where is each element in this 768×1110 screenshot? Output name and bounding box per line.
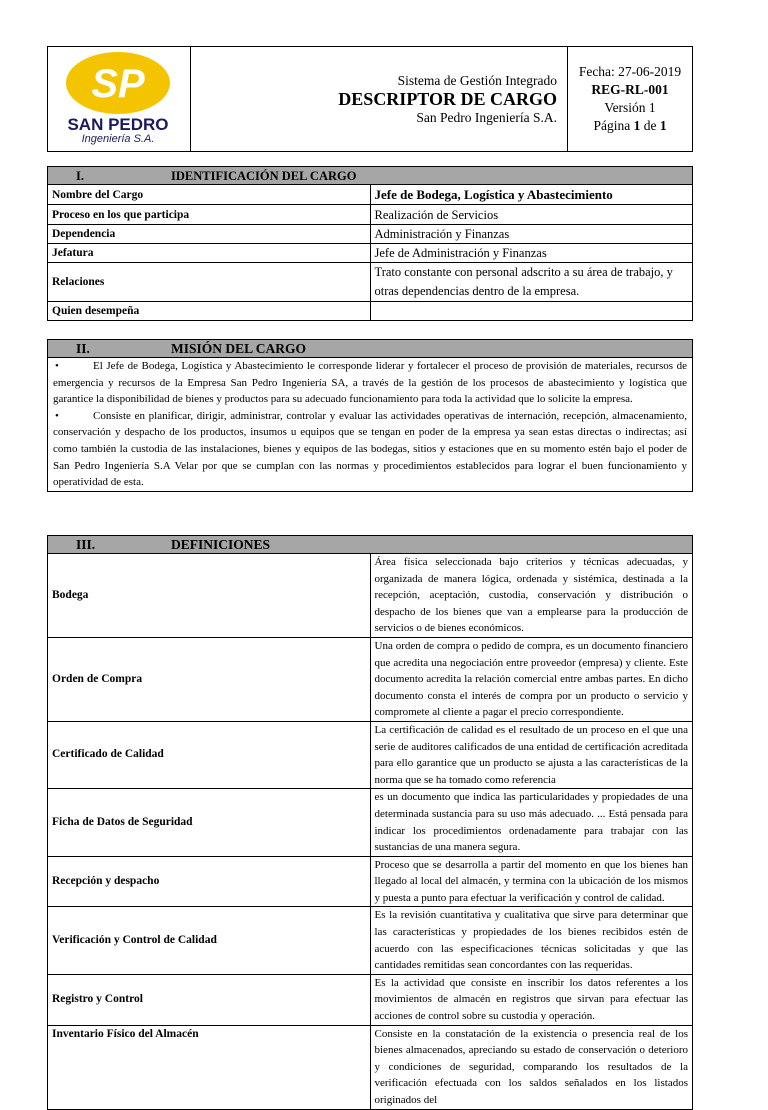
section-header: I. IDENTIFICACIÓN DEL CARGO [48,167,693,185]
table-row: Registro y Control Es la actividad que consiste en inscribir los datos referentes a los movimientos de almacén en registros que sirvan para efectuar las acciones de control sobre su custodia y operación. [48,974,693,1025]
company-logo [48,47,191,152]
table-row: Orden de Compra Una orden de compra o pedido de compra, es un documento financiero que acredita una negociación entre proveedor (empresa) y cliente. Este documento acredita la relación comercial entre ambas partes. En dicho documento consta el interés de compra por un producto o servicio y compromete al cliente a pagar el precio correspondiente. [48,637,693,721]
document-control-block [568,47,693,152]
document-date: Fecha: 27-06-2019 [578,64,682,79]
table-row: Relaciones Trato constante con personal adscrito a su área de trabajo, y otras dependencias dentro de la empresa. [48,263,693,302]
table-row: Jefatura Jefe de Administración y Finanzas [48,244,693,263]
svg-text:SP: SP [91,61,145,106]
mission-paragraph: • El Jefe de Bodega, Logística y Abastecimiento le corresponde liderar y fortalecer el proceso de provisión de materiales, recursos de emergencia y recursos de la Empresa San Pedro Ingeniería SA, a través de la gestión de los procesos de abastecimiento y logística que garantice la disponibilidad de bienes y productos para su adecuado funcionamiento para toda la actividad que lo solicite la empresa. [53,360,687,406]
table-row: Ficha de Datos de Seguridad es un documento que indica las particularidades y propiedades de una determinada sustancia para su uso más adecuado. ... Está pensada para indicar los procedimientos ordenadamente para trabajar con las sustancias de una manera segura. [48,789,693,856]
section-header: II. MISIÓN DEL CARGO [48,340,693,358]
table-row: Bodega Área física seleccionada bajo criterios y técnicas adecuadas, y organizada de manera lógica, ordenada y sistémica, destinada a la recepción, aceptación, custodia, conservación y distribución o despacho de los bienes que van a emplearse para la producción de servicios o de bienes económicos. [48,554,693,638]
system-name: Sistema de Gestión Integrado [397,72,557,88]
mission-table [47,339,693,492]
identification-table [47,166,693,321]
mission-body [48,358,693,492]
san-pedro-logo-icon [54,49,184,145]
table-row: Recepción y despacho Proceso que se desarrolla a partir del momento en que los bienes han llegado al local del almacén, y termina con la ubicación de los mismos y puesta a punto para efectuar la verificación y control de calidad. [48,856,693,907]
document-version: Versión 1 [604,100,656,115]
section-header: III. DEFINICIONES [48,536,693,554]
document-header [47,46,693,152]
table-row: Inventario Físico del Almacén Consiste en la constatación de la existencia o presencia real de los bienes almacenados, apreciando su estado de conservación o deterioro y condiciones de seguridad, comparando los resultados de la verificación efectuada con los saldos señalados en los listados originados del [48,1025,693,1109]
mission-paragraph: • Consiste en planificar, dirigir, administrar, controlar y evaluar las actividades operativas de internación, recepción, almacenamiento, conservación y despacho de los productos, insumos u equipos que se tengan en poder de la empresa ya sean estas directas o indirectas; así como también la custodia de las instalaciones, bienes y equipos de las bodegas, sitios y estaciones que en su momento estén bajo el poder de San Pedro Ingeniería S.A Velar por que se cumplan con las normas y procedimientos establecidos para lograr el buen funcionamiento y operatividad de esta. [53,409,687,489]
definitions-table [47,535,693,1110]
table-row: Proceso en los que participa Realización de Servicios [48,205,693,225]
company-name: San Pedro Ingeniería S.A. [416,109,557,125]
table-row: Quien desempeña [48,302,693,321]
table-row: Nombre del Cargo Jefe de Bodega, Logística y Abastecimiento [48,185,693,205]
page-indicator: Página 1 de 1 [593,118,667,133]
table-row: Certificado de Calidad La certificación de calidad es el resultado de un proceso en el que una serie de auditores calificados de una entidad de certificación acreditada para ello garantice que un producto se ajusta a las características de la norma que se ha tomado como referencia [48,721,693,788]
table-row: Dependencia Administración y Finanzas [48,225,693,244]
svg-text:Ingeniería S.A.: Ingeniería S.A. [81,132,155,145]
document-code: REG-RL-001 [591,82,669,97]
svg-text:SAN PEDRO: SAN PEDRO [67,114,169,134]
table-row: Verificación y Control de Calidad Es la revisión cuantitativa y cualitativa que sirve para determinar que las características y propiedades de los bienes recibidos estén de acuerdo con las especificaciones técnicas solicitadas y que las cantidades remitidas sean concordantes con las requeridas. [48,907,693,974]
document-title: DESCRIPTOR DE CARGO [338,88,557,109]
header-title-block [191,47,568,152]
